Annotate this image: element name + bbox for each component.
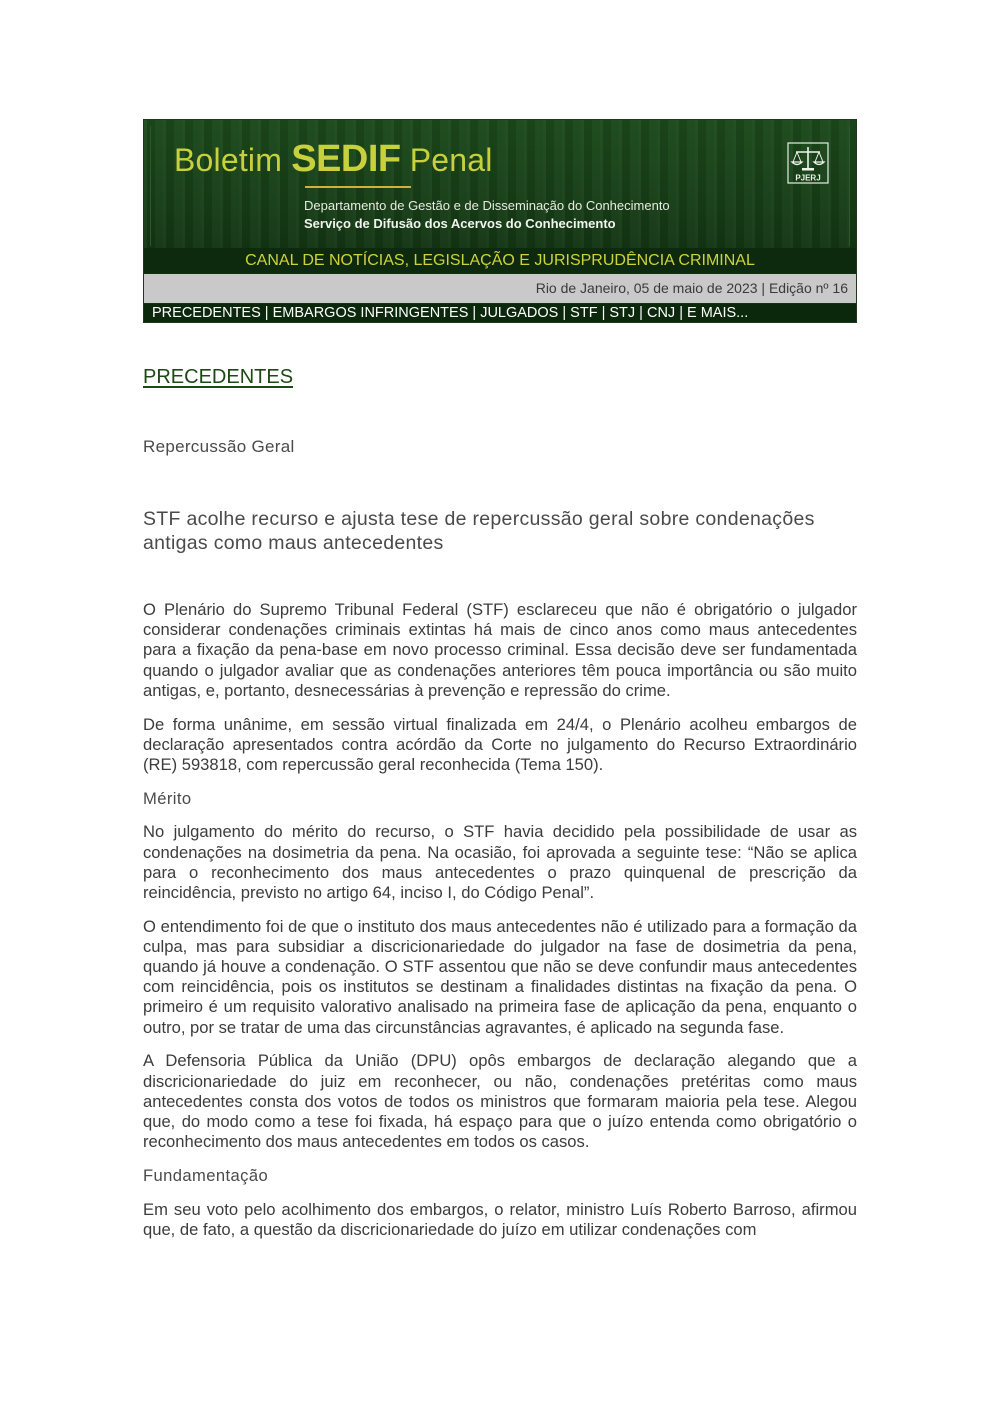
logo-text: PJERJ [795,173,821,183]
paragraph-1: O Plenário do Supremo Tribunal Federal (STF) esclareceu que não é obrigatório o julgador considerar condenações criminais extintas há mais de cinco anos como maus antecedentes para a fixação da pena-base em novo processo criminal. Essa decisão deve ser fundamentada quando o julgador avaliar que as condenações anteriores têm pouca importância ou são muito antigas, e, portanto, desnecessárias à prevenção e repressão do crime. [143,600,857,700]
paragraph-2: De forma unânime, em sessão virtual finalizada em 24/4, o Plenário acolheu embargos de declaração apresentados contra acórdão da Corte no julgamento do Recurso Extraordinário (RE) 593818, com repercussão geral reconhecida (Tema 150). [143,714,857,774]
article-body [143,600,857,1253]
department-name: Departamento de Gestão e de Disseminação do Conhecimento [304,198,670,213]
service-name: Serviço de Difusão dos Acervos do Conhecimento [304,216,616,231]
paragraph-6: Em seu voto pelo acolhimento dos embargos, o relator, ministro Luís Roberto Barroso, afirmou que, de fato, a questão da discricionariedade do juízo em utilizar condenações com [143,1199,857,1239]
banner-header [144,120,856,248]
heading-fundamentacao: Fundamentação [143,1165,269,1185]
paragraph-5: A Defensoria Pública da União (DPU) opôs embargos de declaração alegando que a discricionariedade do juiz em reconhecer, ou não, condenações pretéritas como maus antecedentes consta dos votos de todos os ministros que formaram maioria pela tese. Alegou que, do modo como a tese foi fixada, há espaço para que o juízo entenda como obrigatório o reconhecimento dos maus antecedentes em todos os casos. [143,1051,857,1152]
title-word-penal: Penal [409,142,493,178]
paragraph-4: O entendimento foi de que o instituto dos maus antecedentes não é utilizado para a formação da culpa, mas para subsidiar a discricionariedade do julgador na fase de dosimetria da pena, quando já houve a condenação. O STF assentou que não se deve confundir maus antecedentes com reincidência, pois os institutos se destinam a finalidades distintas na fixação da pena. O primeiro é um requisito valorativo analisado na primeira fase de aplicação da pena, enquanto o outro, por se tratar de uma das circunstâncias agravantes, é aplicado na segunda fase. [143,916,857,1037]
newsletter-banner [143,119,857,323]
edition-dateline: Rio de Janeiro, 05 de maio de 2023 | Edição nº 16 [144,274,856,303]
section-nav[interactable]: PRECEDENTES | EMBARGOS INFRINGENTES | JULGADOS | STF | STJ | CNJ | E MAIS... [144,304,856,322]
newsletter-title [174,138,493,181]
section-title-link[interactable]: PRECEDENTES [143,366,294,388]
title-underline [305,186,411,188]
scales-of-justice-icon [787,142,829,184]
title-word-sedif: SEDIF [291,138,401,180]
article-headline: STF acolhe recurso e ajusta tese de repercussão geral sobre condenações antigas como maus antecedentes [143,508,815,554]
title-word-boletim: Boletim [174,142,283,178]
heading-merito: Mérito [143,788,192,808]
channel-tagline: CANAL DE NOTÍCIAS, LEGISLAÇÃO E JURISPRUDÊNCIA CRIMINAL [144,248,856,273]
paragraph-3: No julgamento do mérito do recurso, o STF havia decidido pela possibilidade de usar as condenações na dosimetria da pena. Na ocasião, foi aprovada a seguinte tese: “Não se aplica para o reconhecimento dos maus antecedentes o prazo quinquenal de prescrição da reincidência, previsto no artigo 64, inciso I, do Código Penal”. [143,822,857,902]
subsection-title: Repercussão Geral [143,437,295,456]
